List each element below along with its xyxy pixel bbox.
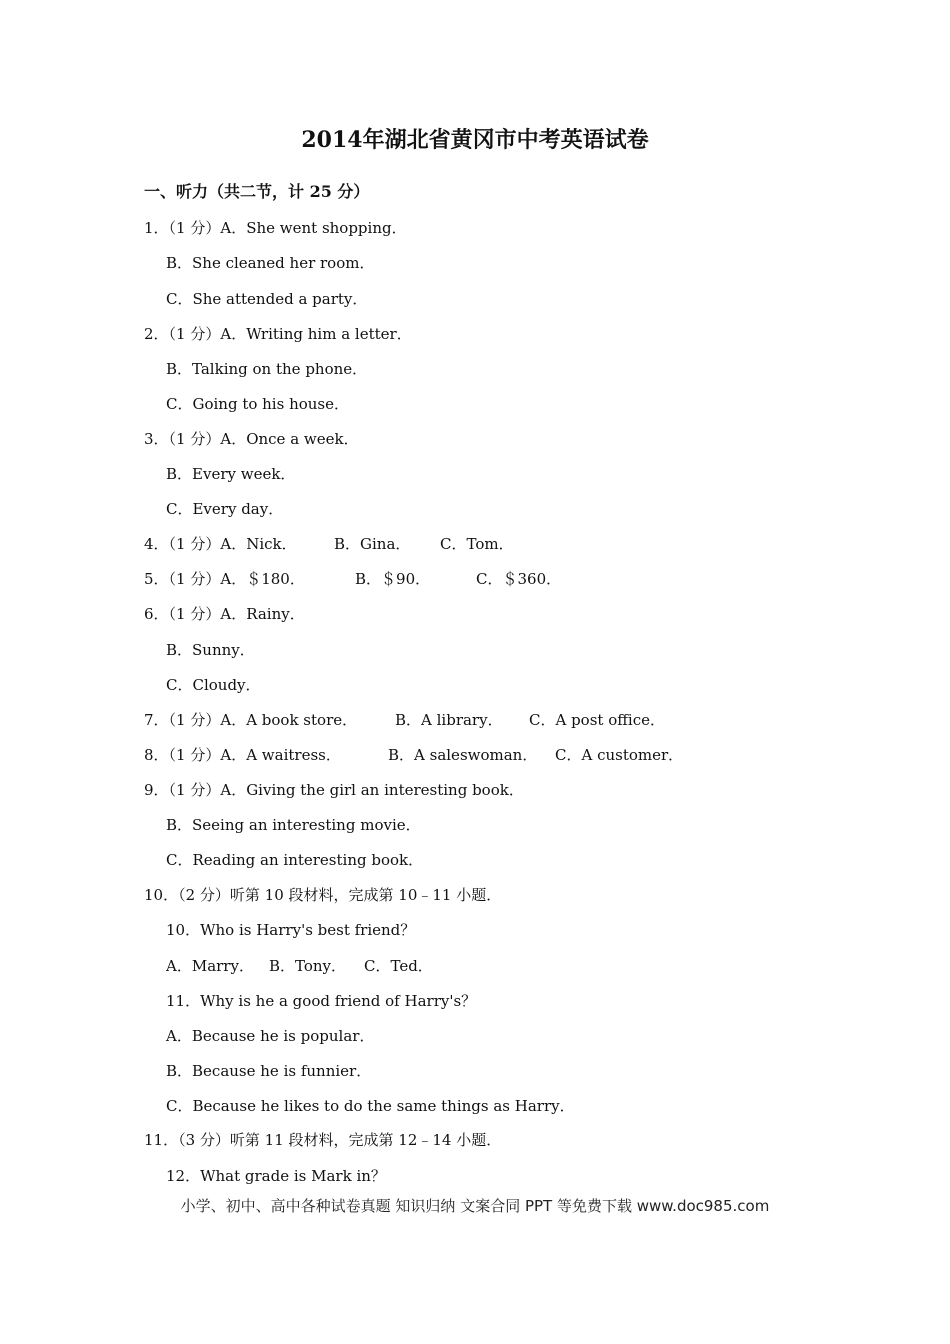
sub-question-10: 10．Who is Harry's best friend？ — [166, 921, 416, 939]
question-7-option-b: B．A library． — [395, 711, 503, 729]
sub-question-11-option-a: A．Because he is popular． — [166, 1027, 375, 1045]
sub-question-10-option-c: C．Ted． — [364, 957, 433, 975]
question-3-option-b: B．Every week． — [166, 465, 296, 483]
question-3: 3．（1 分）A．Once a week． — [144, 430, 359, 448]
sub-question-11: 11．Why is he a good friend of Harry's？ — [166, 992, 477, 1010]
footer-banner: 小学、初中、高中各种试卷真题 知识归纳 文案合同 PPT 等免费下载 www.doc985.com — [180, 1197, 770, 1215]
question-9: 9．（1 分）A．Giving the girl an interesting book． — [144, 781, 524, 799]
question-8-option-b: B．A saleswoman． — [388, 746, 538, 764]
sub-question-11-option-c: C．Because he likes to do the same things as Harry． — [166, 1097, 575, 1115]
question-8-option-c: C．A customer． — [555, 746, 684, 764]
question-5-option-b: B．＄90． — [355, 570, 431, 588]
question-8-option-a: 8．（1 分）A．A waitress． — [144, 746, 341, 764]
question-4-option-b: B．Gina． — [334, 535, 411, 553]
sub-question-10-option-a: A．Marry． — [166, 957, 254, 975]
question-2: 2．（1 分）A．Writing him a letter． — [144, 325, 412, 343]
page-title: 2014年湖北省黄冈市中考英语试卷 — [301, 127, 649, 153]
question-4-option-c: C．Tom． — [440, 535, 514, 553]
section-heading: 一、听力（共二节，计 25 分） — [144, 182, 370, 201]
sub-question-12: 12．What grade is Mark in？ — [166, 1167, 386, 1185]
question-2-option-b: B．Talking on the phone． — [166, 360, 368, 378]
sub-question-10-option-b: B．Tony． — [269, 957, 347, 975]
question-3-option-c: C．Every day． — [166, 500, 284, 518]
question-1-option-b: B．She cleaned her room． — [166, 254, 375, 272]
question-1: 1．（1 分）A．She went shopping． — [144, 219, 407, 237]
question-7-option-a: 7．（1 分）A．A book store． — [144, 711, 358, 729]
question-6: 6．（1 分）A．Rainy． — [144, 605, 305, 623]
question-4-option-a: 4．（1 分）A．Nick． — [144, 535, 297, 553]
question-5-option-a: 5．（1 分）A．＄180． — [144, 570, 305, 588]
question-1-option-c: C．She attended a party． — [166, 290, 368, 308]
question-6-option-b: B．Sunny． — [166, 641, 255, 659]
question-7-option-c: C．A post office． — [529, 711, 665, 729]
question-6-option-c: C．Cloudy． — [166, 676, 261, 694]
question-5-option-c: C．＄360． — [476, 570, 562, 588]
question-10: 10．（2 分）听第 10 段材料，完成第 10﹣11 小题． — [144, 886, 502, 904]
question-9-option-c: C．Reading an interesting book． — [166, 851, 424, 869]
sub-question-11-option-b: B．Because he is funnier． — [166, 1062, 372, 1080]
question-11: 11．（3 分）听第 11 段材料，完成第 12﹣14 小题． — [144, 1131, 502, 1149]
question-2-option-c: C．Going to his house． — [166, 395, 349, 413]
question-9-option-b: B．Seeing an interesting movie． — [166, 816, 421, 834]
